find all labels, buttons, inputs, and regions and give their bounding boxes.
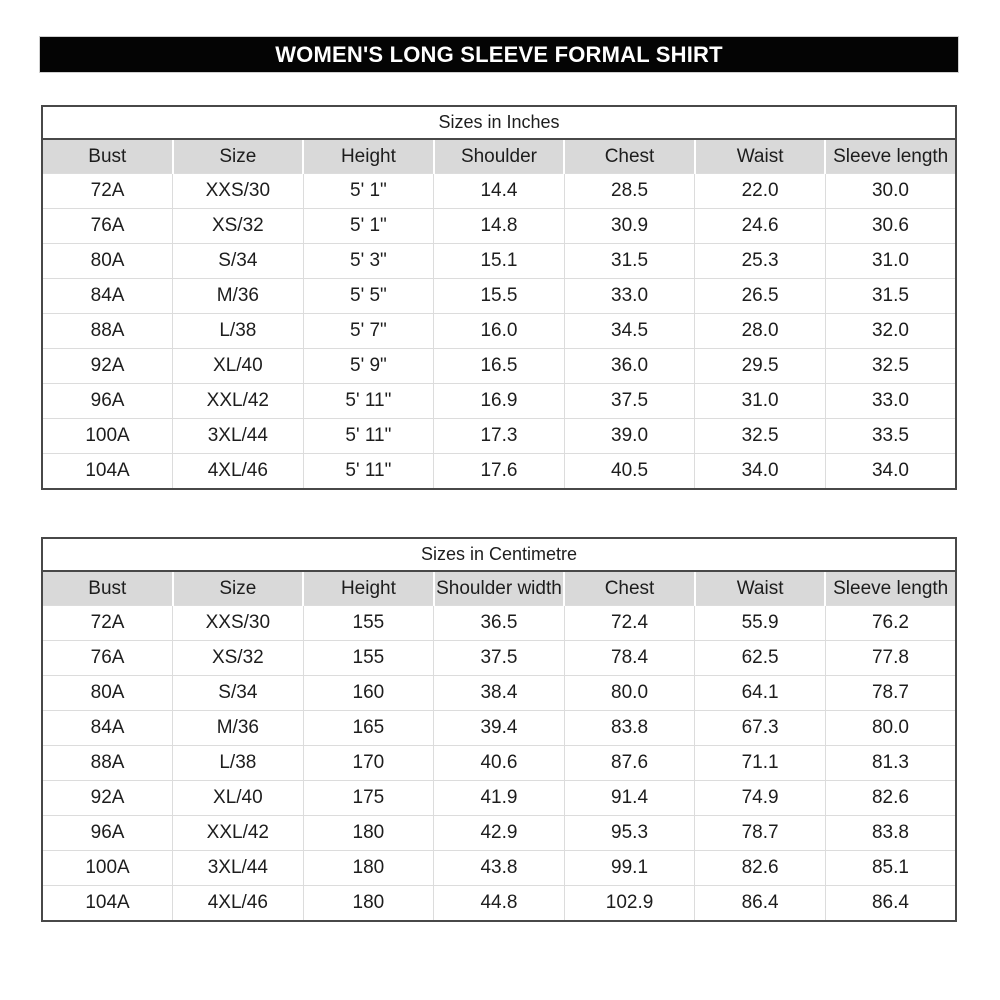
table-cell: 71.1	[695, 746, 826, 781]
table-cell: 33.0	[825, 384, 956, 419]
table-row	[42, 816, 956, 851]
table-cell: 15.5	[434, 279, 565, 314]
table-cell: 80A	[42, 676, 173, 711]
table-cell: 32.5	[825, 349, 956, 384]
table-cell: 72A	[42, 174, 173, 209]
table-cell: 39.4	[434, 711, 565, 746]
table-cell: 5' 7"	[303, 314, 434, 349]
table-cell: 14.8	[434, 209, 565, 244]
table-cell: XL/40	[173, 781, 304, 816]
table-cell: 5' 11"	[303, 454, 434, 490]
table-cell: 5' 5"	[303, 279, 434, 314]
table-title-row	[42, 106, 956, 139]
table-cell: 86.4	[825, 886, 956, 922]
table-cell: 25.3	[695, 244, 826, 279]
column-header: Bust	[42, 571, 173, 606]
table-cell: 72.4	[564, 606, 695, 641]
table-cell: 17.3	[434, 419, 565, 454]
table-cell: 78.7	[825, 676, 956, 711]
table-cell: 180	[303, 816, 434, 851]
table-row	[42, 886, 956, 922]
table-row	[42, 746, 956, 781]
table-cell: 67.3	[695, 711, 826, 746]
table-cell: XXL/42	[173, 816, 304, 851]
column-header: Sleeve length	[825, 571, 956, 606]
table-cell: 76A	[42, 641, 173, 676]
table-cell: 3XL/44	[173, 851, 304, 886]
table-row	[42, 244, 956, 279]
table-cell: 33.5	[825, 419, 956, 454]
table-title-row	[42, 538, 956, 571]
table-row	[42, 711, 956, 746]
table-cell: 92A	[42, 781, 173, 816]
column-header: Height	[303, 139, 434, 174]
table-cell: 95.3	[564, 816, 695, 851]
table-cell: 5' 11"	[303, 419, 434, 454]
table-cell: 155	[303, 641, 434, 676]
column-header: Chest	[564, 139, 695, 174]
column-header: Size	[173, 571, 304, 606]
table-cell: 104A	[42, 454, 173, 490]
table-cell: 82.6	[825, 781, 956, 816]
table-cell: 24.6	[695, 209, 826, 244]
table-cell: 85.1	[825, 851, 956, 886]
table-cell: 26.5	[695, 279, 826, 314]
table-cell: 5' 9"	[303, 349, 434, 384]
table-cell: 32.0	[825, 314, 956, 349]
table-row	[42, 314, 956, 349]
table-cell: 64.1	[695, 676, 826, 711]
table-cell: 30.0	[825, 174, 956, 209]
table-row	[42, 641, 956, 676]
table-cell: 34.0	[695, 454, 826, 490]
table-cell: 37.5	[564, 384, 695, 419]
table-cell: 80.0	[825, 711, 956, 746]
table-cell: 37.5	[434, 641, 565, 676]
table-cell: 100A	[42, 419, 173, 454]
table-cell: 80A	[42, 244, 173, 279]
table-cell: 4XL/46	[173, 454, 304, 490]
table-cell: 30.6	[825, 209, 956, 244]
table-cell: 62.5	[695, 641, 826, 676]
table-cell: 40.6	[434, 746, 565, 781]
table-cell: 165	[303, 711, 434, 746]
table-cell: 41.9	[434, 781, 565, 816]
table-cell: 96A	[42, 816, 173, 851]
sizes-in-centimetre-table	[41, 537, 957, 922]
table-row	[42, 781, 956, 816]
column-header: Sleeve length	[825, 139, 956, 174]
table-cell: 31.0	[825, 244, 956, 279]
table-row	[42, 606, 956, 641]
table-cell: 82.6	[695, 851, 826, 886]
table-cell: XXL/42	[173, 384, 304, 419]
table-cell: 38.4	[434, 676, 565, 711]
column-header: Size	[173, 139, 304, 174]
table-row	[42, 209, 956, 244]
table-cell: 74.9	[695, 781, 826, 816]
table-cell: 87.6	[564, 746, 695, 781]
table-cell: 44.8	[434, 886, 565, 922]
column-header: Bust	[42, 139, 173, 174]
table-cell: 180	[303, 851, 434, 886]
table-cell: 3XL/44	[173, 419, 304, 454]
table-cell: 92A	[42, 349, 173, 384]
table-row	[42, 419, 956, 454]
table-cell: 175	[303, 781, 434, 816]
table-cell: L/38	[173, 314, 304, 349]
table-cell: 34.0	[825, 454, 956, 490]
table-cell: 15.1	[434, 244, 565, 279]
table-row	[42, 851, 956, 886]
table-cell: XXS/30	[173, 606, 304, 641]
table-cell: 31.5	[564, 244, 695, 279]
table-cell: XL/40	[173, 349, 304, 384]
table-cell: 16.9	[434, 384, 565, 419]
table-cell: 17.6	[434, 454, 565, 490]
table-cell: 42.9	[434, 816, 565, 851]
table-cell: 78.4	[564, 641, 695, 676]
table-header-row	[42, 139, 956, 174]
table-cell: 32.5	[695, 419, 826, 454]
table-cell: XXS/30	[173, 174, 304, 209]
column-header: Height	[303, 571, 434, 606]
table-cell: 28.5	[564, 174, 695, 209]
table-cell: 96A	[42, 384, 173, 419]
table-cell: 77.8	[825, 641, 956, 676]
table-cell: L/38	[173, 746, 304, 781]
column-header: Waist	[695, 139, 826, 174]
table-cell: 104A	[42, 886, 173, 922]
table-cell: M/36	[173, 711, 304, 746]
table-cell: 180	[303, 886, 434, 922]
table-cell: 155	[303, 606, 434, 641]
table-cell: 55.9	[695, 606, 826, 641]
table-cell: 29.5	[695, 349, 826, 384]
table-title: Sizes in Inches	[42, 106, 956, 139]
table-cell: 160	[303, 676, 434, 711]
table-cell: 99.1	[564, 851, 695, 886]
table-cell: S/34	[173, 676, 304, 711]
table-header-row	[42, 571, 956, 606]
column-header: Chest	[564, 571, 695, 606]
column-header: Waist	[695, 571, 826, 606]
table-cell: 31.5	[825, 279, 956, 314]
table-cell: 100A	[42, 851, 173, 886]
table-cell: 80.0	[564, 676, 695, 711]
page-title: WOMEN'S LONG SLEEVE FORMAL SHIRT	[40, 37, 958, 72]
table-cell: 5' 3"	[303, 244, 434, 279]
table-cell: 31.0	[695, 384, 826, 419]
table-cell: 4XL/46	[173, 886, 304, 922]
table-cell: S/34	[173, 244, 304, 279]
table-cell: 36.0	[564, 349, 695, 384]
table-cell: 14.4	[434, 174, 565, 209]
table-cell: 36.5	[434, 606, 565, 641]
table-cell: 83.8	[564, 711, 695, 746]
table-cell: 76.2	[825, 606, 956, 641]
table-row	[42, 384, 956, 419]
table-row	[42, 279, 956, 314]
table-cell: 76A	[42, 209, 173, 244]
table-cell: M/36	[173, 279, 304, 314]
table-cell: 86.4	[695, 886, 826, 922]
sizes-in-inches-table	[41, 105, 957, 490]
table-cell: 33.0	[564, 279, 695, 314]
table-cell: 5' 1"	[303, 174, 434, 209]
table-cell: 88A	[42, 314, 173, 349]
column-header: Shoulder	[434, 139, 565, 174]
table-cell: 16.5	[434, 349, 565, 384]
table-row	[42, 454, 956, 490]
table-cell: 30.9	[564, 209, 695, 244]
table-cell: 84A	[42, 279, 173, 314]
table-cell: 83.8	[825, 816, 956, 851]
table-cell: 5' 11"	[303, 384, 434, 419]
table-cell: 43.8	[434, 851, 565, 886]
column-header: Shoulder width	[434, 571, 565, 606]
table-cell: 16.0	[434, 314, 565, 349]
table-cell: 5' 1"	[303, 209, 434, 244]
table-cell: XS/32	[173, 209, 304, 244]
table-cell: 102.9	[564, 886, 695, 922]
table-row	[42, 676, 956, 711]
table-cell: 91.4	[564, 781, 695, 816]
table-cell: 40.5	[564, 454, 695, 490]
table-cell: 81.3	[825, 746, 956, 781]
table-cell: 28.0	[695, 314, 826, 349]
table-cell: 170	[303, 746, 434, 781]
table-cell: 88A	[42, 746, 173, 781]
table-cell: 78.7	[695, 816, 826, 851]
table-cell: 39.0	[564, 419, 695, 454]
table-title: Sizes in Centimetre	[42, 538, 956, 571]
table-row	[42, 349, 956, 384]
table-cell: 34.5	[564, 314, 695, 349]
table-cell: 22.0	[695, 174, 826, 209]
table-cell: 84A	[42, 711, 173, 746]
table-row	[42, 174, 956, 209]
table-cell: XS/32	[173, 641, 304, 676]
table-cell: 72A	[42, 606, 173, 641]
